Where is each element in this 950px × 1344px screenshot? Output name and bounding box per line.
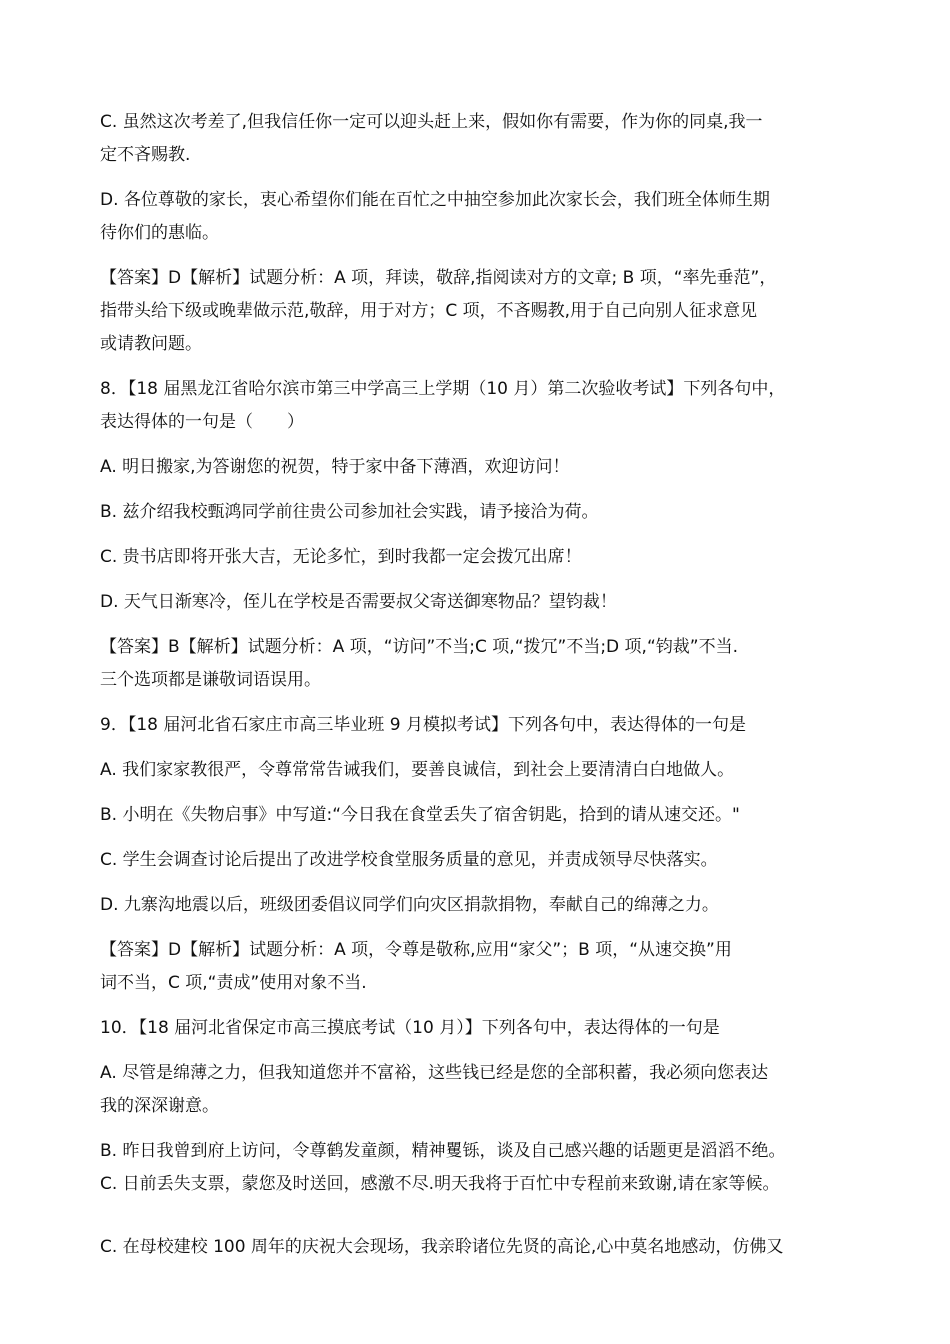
text-line: 10．【18 届河北省保定市高三摸底考试（10 月）】下列各句中，表达得体的一句是	[100, 1018, 720, 1038]
text-line: B. 兹介绍我校甄鸿同学前往贵公司参加社会实践，请予接洽为荷。	[100, 502, 599, 522]
text-line: 8．【18 届黑龙江省哈尔滨市第三中学高三上学期（10 月）第二次验收考试】下列各句中，	[100, 379, 786, 399]
text-line: 【答案】D【解析】试题分析：A 项，拜读，敬辞,指阅读对方的文章; B 项，“率先垂范”，	[100, 268, 777, 288]
text-line: 词不当，C 项,“责成”使用对象不当.	[100, 973, 367, 993]
text-line: 【答案】B【解析】试题分析：A 项，“访问”不当;C 项,“拨冗”不当;D 项,“钧裁”不当.	[100, 637, 738, 657]
text-line: 三个选项都是谦敬词语误用。	[100, 670, 321, 690]
option-9c	[100, 844, 870, 877]
option-7c	[100, 106, 870, 172]
answer-7	[100, 262, 870, 361]
text-line: 或请教问题。	[100, 334, 202, 354]
text-line: C. 虽然这次考差了,但我信任你一定可以迎头赶上来，假如你有需要，作为你的同桌,我一	[100, 112, 763, 132]
text-line: B. 小明在《失物启事》中写道:“今日我在食堂丢失了宿舍钥匙，拾到的请从速交还。"	[100, 805, 740, 825]
option-7d	[100, 184, 870, 250]
text-line: D. 九寨沟地震以后，班级团委倡议同学们向灾区捐款捐物，奉献自己的绵薄之力。	[100, 895, 719, 915]
option-8d	[100, 586, 870, 619]
text-line: D. 天气日渐寒冷，侄儿在学校是否需要叔父寄送御寒物品？望钧裁！	[100, 592, 617, 612]
option-8b	[100, 496, 870, 529]
question-9	[100, 709, 870, 742]
text-line: C. 贵书店即将开张大吉，无论多忙，到时我都一定会拨冗出席！	[100, 547, 582, 567]
text-line: D. 各位尊敬的家长，衷心希望你们能在百忙之中抽空参加此次家长会，我们班全体师生期	[100, 190, 770, 210]
text-line: 定不吝赐教.	[100, 145, 191, 165]
text-line: 【答案】D【解析】试题分析：A 项，令尊是敬称,应用“家父”；B 项，“从速交换”用	[100, 940, 732, 960]
text-line: C. 学生会调查讨论后提出了改进学校食堂服务质量的意见，并责成领导尽快落实。	[100, 850, 718, 870]
text-line: 指带头给下级或晚辈做示范,敬辞，用于对方；C 项，不吝赐教,用于自己向别人征求意见	[100, 301, 758, 321]
text-line: B. 昨日我曾到府上访问，令尊鹤发童颜，精神矍铄，谈及自己感兴趣的话题更是滔滔不绝。	[100, 1141, 786, 1161]
option-9b	[100, 799, 870, 832]
text-line: A. 尽管是绵薄之力，但我知道您并不富裕，这些钱已经是您的全部积蓄，我必须向您表达	[100, 1063, 769, 1083]
document-page	[100, 106, 870, 1264]
option-10c	[100, 1231, 870, 1264]
question-10	[100, 1012, 870, 1045]
question-8	[100, 373, 870, 439]
text-line: 待你们的惠临。	[100, 223, 219, 243]
option-10b	[100, 1135, 870, 1201]
text-line: C. 日前丢失支票，蒙您及时送回，感激不尽.明天我将于百忙中专程前来致谢,请在家等候。	[100, 1174, 780, 1194]
option-8a	[100, 451, 870, 484]
text-line: A. 我们家家教很严，令尊常常告诫我们，要善良诚信，到社会上要清清白白地做人。	[100, 760, 735, 780]
text-line: A. 明日搬家,为答谢您的祝贺，特于家中备下薄酒，欢迎访问！	[100, 457, 570, 477]
option-8c	[100, 541, 870, 574]
answer-9	[100, 934, 870, 1000]
option-10a	[100, 1057, 870, 1123]
option-9d	[100, 889, 870, 922]
text-line: 表达得体的一句是（ ）	[100, 412, 304, 432]
option-9a	[100, 754, 870, 787]
text-line: C. 在母校建校 100 周年的庆祝大会现场，我亲聆诸位先贤的高论,心中莫名地感动，仿佛又	[100, 1237, 784, 1257]
text-line: 9．【18 届河北省石家庄市高三毕业班 9 月模拟考试】下列各句中，表达得体的一句是	[100, 715, 746, 735]
text-line: 我的深深谢意。	[100, 1096, 219, 1116]
answer-8	[100, 631, 870, 697]
